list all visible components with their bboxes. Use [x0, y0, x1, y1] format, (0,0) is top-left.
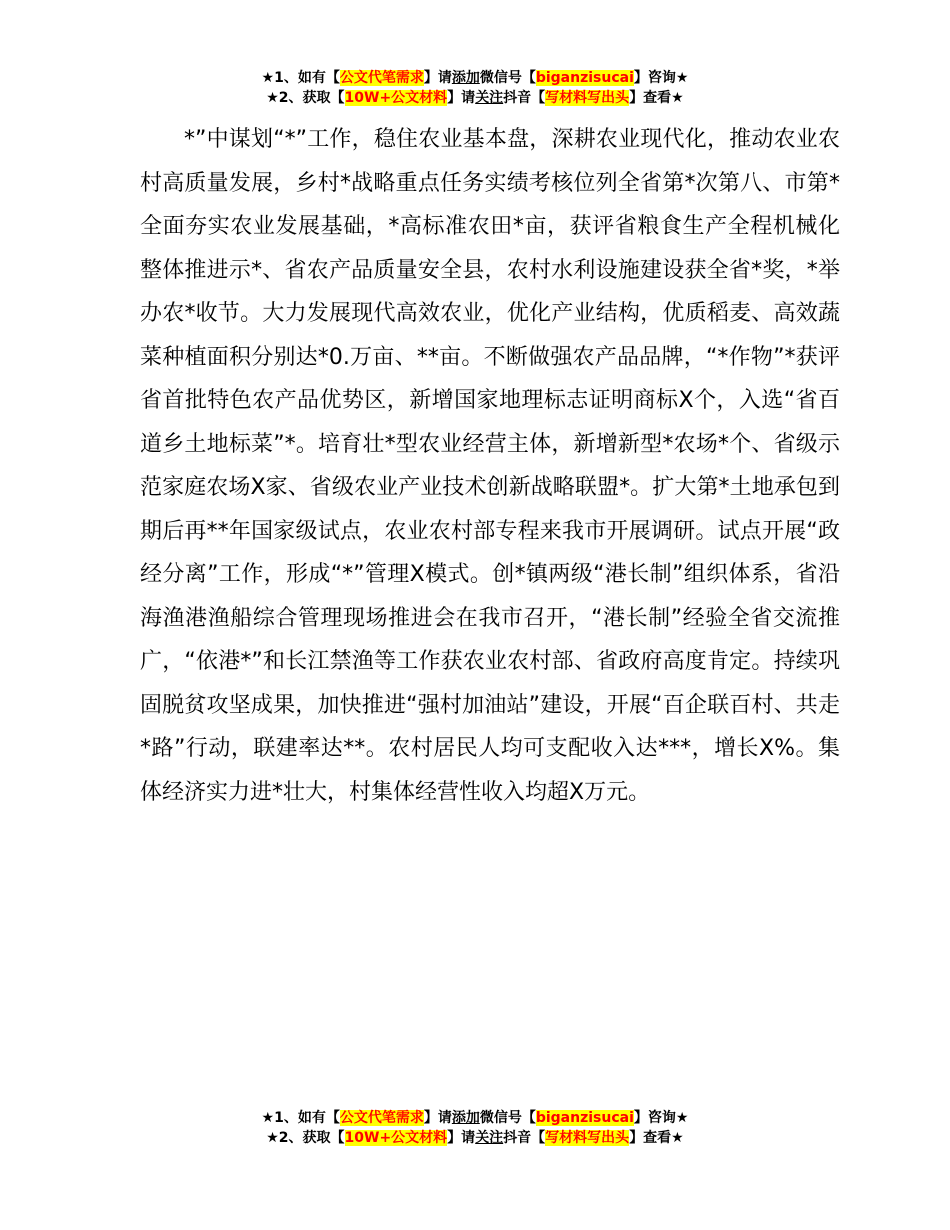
footer-promo-line-2-underlined: 关注 — [475, 1130, 504, 1146]
header-promo-line-1-middle-2: 微信号【 — [479, 70, 536, 86]
footer-promo-line-2-highlight-douyin: 写材料写出头 — [545, 1130, 630, 1146]
header-promo-line-1-underlined: 添加 — [451, 70, 480, 86]
footer-promo-line-1-prefix: ★1、如有【 — [261, 1110, 340, 1126]
footer-promo-line-2-middle: 】请 — [447, 1130, 476, 1146]
header-promo-line-2-highlight-materials: 10W+公文材料 — [344, 90, 448, 106]
footer-promo-line-1-suffix: 】咨询★ — [633, 1110, 689, 1126]
header-promo-line-2-middle: 】请 — [447, 90, 476, 106]
header-promo-line-1-prefix: ★1、如有【 — [261, 70, 340, 86]
header-promo-line-1-highlight-service: 公文代笔需求 — [339, 70, 424, 86]
footer-promo-line-1-middle-2: 微信号【 — [479, 1110, 536, 1126]
header-promo — [0, 68, 950, 108]
header-promo-line-2-underlined: 关注 — [475, 90, 504, 106]
footer-promo-line-2-middle-2: 抖音【 — [503, 1130, 546, 1146]
header-promo-line-1-middle: 】请 — [423, 70, 452, 86]
body-paragraph: *”中谋划“*”工作，稳住农业基本盘，深耕农业现代化，推动农业农村高质量发展，乡村*战略重点任务实绩考核位列全省第*次第八、市第*全面夯实农业发展基础，*高标准农田*亩，获评省粮食生产全程机械化整体推进示*、省农产品质量安全县，农村水利设施建设获全省*奖，*举办农*收节。大力发展现代高效农业，优化产业结构，优质稻麦、高效蔬菜种植面积分别达*0.万亩、**亩。不断做强农产品品牌，“*作物”*获评省首批特色农产品优势区，新增国家地理标志证明商标X个，入选“省百道乡土地标菜”*。培育壮*型农业经营主体，新增新型*农场*个、省级示范家庭农场X家、省级农业产业技术创新战略联盟*。扩大第*土地承包到期后再**年国家级试点，农业农村部专程来我市开展调研。试点开展“政经分离”工作，形成“*”管理X模式。创*镇两级“港长制”组织体系，省沿海渔港渔船综合管理现场推进会在我市召开，“港长制”经验全省交流推广，“依港*”和长江禁渔等工作获农业农村部、省政府高度肯定。持续巩固脱贫攻坚成果，加快推进“强村加油站”建设，开展“百企联百村、共走*路”行动，联建率达**。农村居民人均可支配收入达***，增长X%。集体经济实力进*壮大，村集体经营性收入均超X万元。 — [140, 127, 840, 805]
footer-promo — [0, 1108, 950, 1148]
header-promo-line-2-prefix: ★2、获取【 — [266, 90, 345, 106]
footer-promo-line-1-underlined: 添加 — [451, 1110, 480, 1126]
header-promo-line-2-suffix: 】查看★ — [629, 90, 684, 106]
footer-promo-line-2-suffix: 】查看★ — [629, 1130, 684, 1146]
footer-promo-line-1-highlight-service: 公文代笔需求 — [339, 1110, 424, 1126]
footer-promo-line-1-middle: 】请 — [423, 1110, 452, 1126]
footer-promo-line-1-highlight-wechat: biganzisucai — [535, 1110, 634, 1126]
footer-promo-line-1 — [0, 1108, 950, 1128]
header-promo-line-1-highlight-wechat: biganzisucai — [535, 70, 634, 86]
footer-promo-line-2 — [0, 1128, 950, 1148]
footer-promo-line-2-prefix: ★2、获取【 — [266, 1130, 345, 1146]
header-promo-line-1 — [0, 68, 950, 88]
footer-promo-line-2-highlight-materials: 10W+公文材料 — [344, 1130, 448, 1146]
header-promo-line-2-middle-2: 抖音【 — [503, 90, 546, 106]
header-promo-line-2 — [0, 88, 950, 108]
header-promo-line-1-suffix: 】咨询★ — [633, 70, 689, 86]
header-promo-line-2-highlight-douyin: 写材料写出头 — [545, 90, 630, 106]
